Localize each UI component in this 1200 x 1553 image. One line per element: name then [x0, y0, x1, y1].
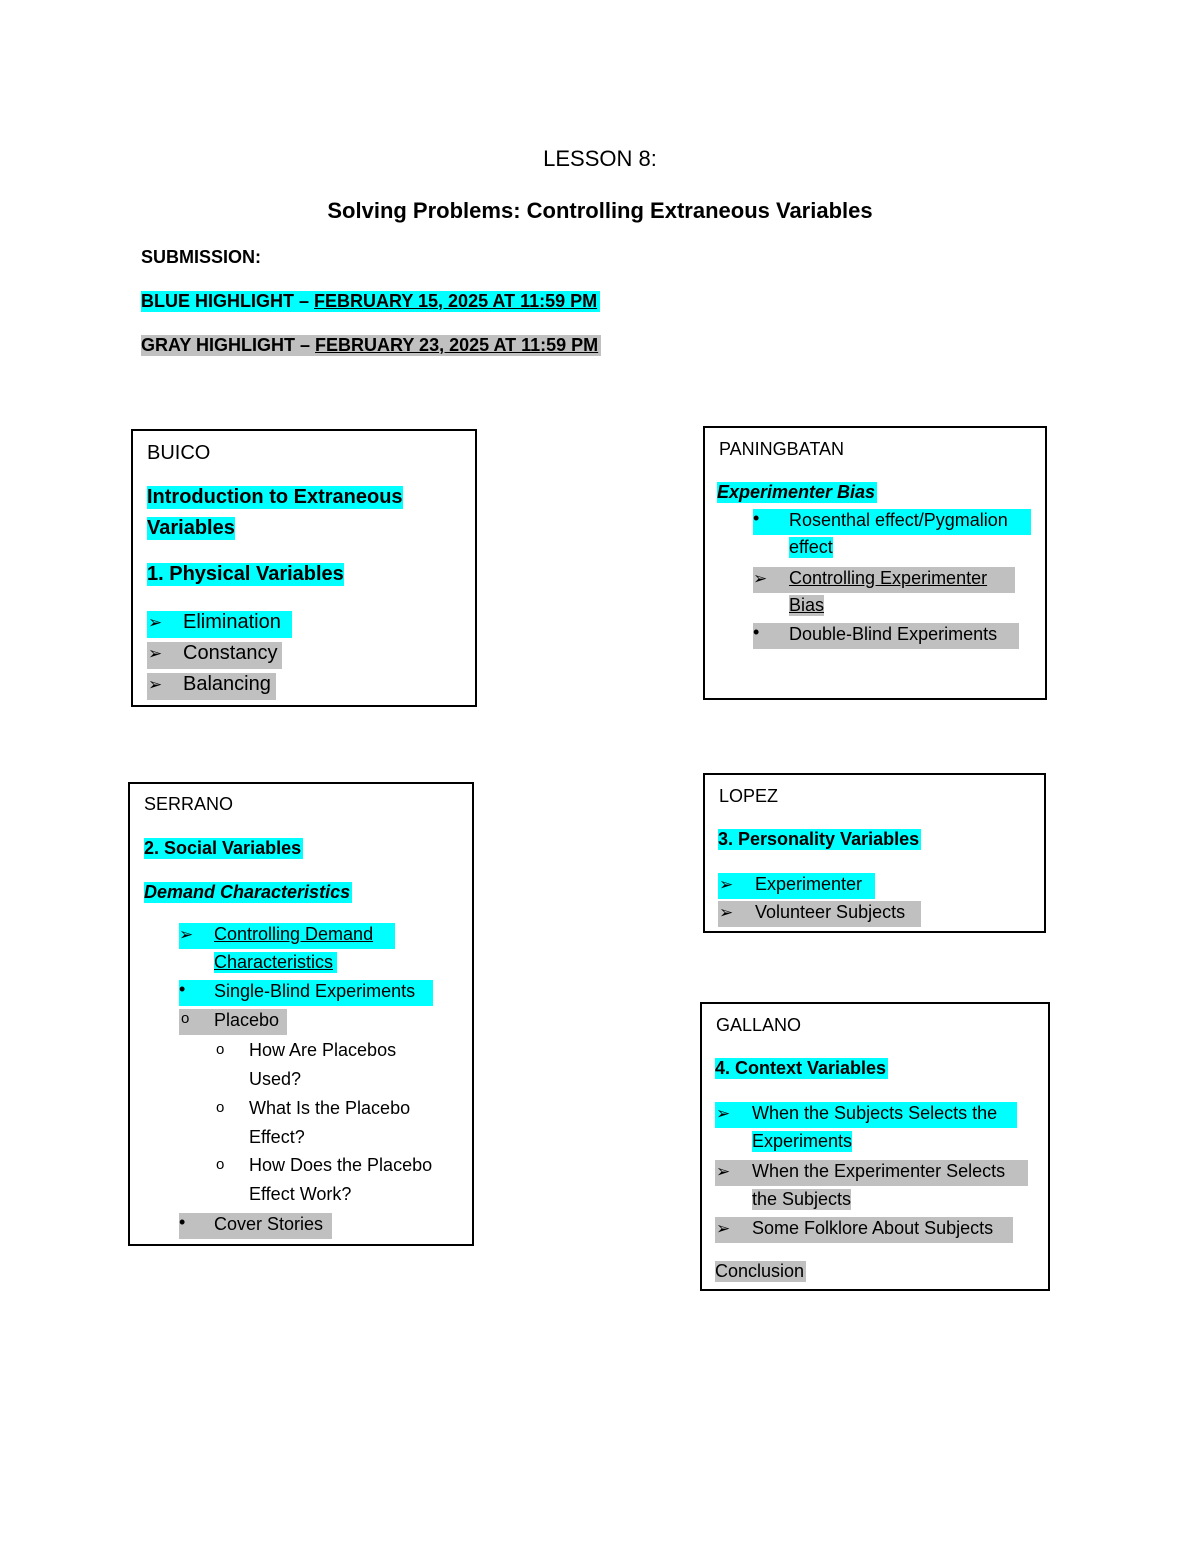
- sub-item-label: Effect Work?: [249, 1184, 352, 1204]
- circle-bullet-icon: o: [181, 1010, 190, 1027]
- arrow-bullet-icon: ➢: [719, 903, 734, 922]
- arrow-bullet-icon: ➢: [716, 1104, 731, 1123]
- circle-bullet-icon: o: [216, 1099, 225, 1116]
- list-item: [147, 611, 292, 638]
- list-item-label: Balancing: [183, 673, 271, 695]
- list-item: [715, 1160, 1028, 1186]
- gray-deadline-date: FEBRUARY 23, 2025 AT 11:59 PM: [315, 335, 599, 355]
- section-heading: Experimenter Bias: [717, 482, 876, 502]
- circle-bullet-icon: o: [216, 1156, 225, 1173]
- list-item: [147, 673, 276, 700]
- list-item: [753, 623, 1019, 649]
- arrow-bullet-icon: ➢: [179, 925, 194, 944]
- list-item-label: Single-Blind Experiments: [214, 981, 416, 1001]
- list-item-label: the Subjects: [752, 1189, 852, 1209]
- list-item-label: Constancy: [183, 642, 278, 664]
- list-item-label: effect: [789, 537, 833, 557]
- gray-highlight-deadline: [141, 335, 601, 356]
- arrow-bullet-icon: ➢: [719, 875, 734, 894]
- list-item: [753, 509, 1031, 535]
- list-item-label: Characteristics: [214, 952, 337, 973]
- bullet-icon: •: [179, 979, 186, 999]
- topic-intro-line2: Variables: [147, 517, 235, 539]
- blue-deadline-date: FEBRUARY 15, 2025 AT 11:59 PM: [314, 291, 598, 311]
- list-item-label: Experimenter: [755, 874, 863, 894]
- bullet-icon: •: [753, 622, 760, 642]
- list-item-label: Volunteer Subjects: [755, 902, 906, 922]
- list-item: [179, 1009, 287, 1035]
- submission-label: SUBMISSION:: [141, 247, 262, 267]
- conclusion-label: Conclusion: [715, 1261, 805, 1281]
- list-item: [718, 901, 921, 927]
- assignee-name: GALLANO: [716, 1015, 802, 1035]
- list-item-label: Rosenthal effect/Pygmalion: [789, 510, 1008, 530]
- arrow-bullet-icon: ➢: [716, 1162, 731, 1181]
- list-item-label: Experiments: [752, 1131, 853, 1151]
- section-heading: 1. Physical Variables: [147, 563, 344, 585]
- list-item-label: Double-Blind Experiments: [789, 624, 998, 644]
- list-item-label: Controlling Experimenter: [789, 568, 988, 588]
- list-item-label: Some Folklore About Subjects: [752, 1218, 994, 1238]
- lesson-number: LESSON 8:: [543, 146, 657, 171]
- arrow-bullet-icon: ➢: [148, 613, 163, 632]
- list-item: [179, 980, 433, 1006]
- sub-item-label: Effect?: [249, 1127, 305, 1147]
- bullet-icon: •: [753, 508, 760, 528]
- gallano-box: [700, 1002, 1050, 1291]
- arrow-bullet-icon: ➢: [716, 1219, 731, 1238]
- list-item: [753, 567, 1015, 593]
- sub-item-label: What Is the Placebo: [249, 1098, 411, 1118]
- serrano-box: [128, 782, 474, 1246]
- list-item: [147, 642, 282, 669]
- lopez-box: [703, 773, 1046, 933]
- assignee-name: SERRANO: [144, 794, 234, 814]
- section-heading: 3. Personality Variables: [718, 829, 920, 849]
- assignee-name: PANINGBATAN: [719, 439, 845, 459]
- page-title: Solving Problems: Controlling Extraneous Variables: [327, 198, 873, 223]
- list-item-label: Bias: [789, 595, 825, 615]
- list-item-label: Placebo: [214, 1010, 280, 1030]
- list-item-label: Elimination: [183, 611, 281, 633]
- blue-highlight-deadline: [141, 291, 600, 312]
- sub-item-label: How Are Placebos: [249, 1040, 397, 1060]
- topic-intro-line1: Introduction to Extraneous: [147, 486, 403, 508]
- list-item: [715, 1217, 1013, 1243]
- list-item-label: When the Subjects Selects the: [752, 1103, 998, 1123]
- circle-bullet-icon: o: [216, 1041, 225, 1058]
- list-item-label: When the Experimenter Selects: [752, 1161, 1006, 1181]
- paningbatan-box: [703, 426, 1047, 700]
- list-item: [179, 923, 395, 949]
- arrow-bullet-icon: ➢: [148, 644, 163, 663]
- bullet-icon: •: [179, 1212, 186, 1232]
- list-item: [718, 873, 875, 899]
- list-item-label: Controlling Demand: [214, 924, 374, 944]
- buico-box: [131, 429, 477, 707]
- section-heading: 4. Context Variables: [715, 1058, 887, 1078]
- sub-item-label: Used?: [249, 1069, 302, 1089]
- sub-item-label: How Does the Placebo: [249, 1155, 433, 1175]
- arrow-bullet-icon: ➢: [753, 569, 768, 588]
- list-item: [715, 1102, 1017, 1128]
- assignee-name: LOPEZ: [719, 786, 779, 806]
- list-item-label: Cover Stories: [214, 1214, 324, 1234]
- section-subheading: Demand Characteristics: [144, 882, 351, 902]
- gray-deadline-prefix: GRAY HIGHLIGHT –: [141, 335, 316, 355]
- blue-deadline-prefix: BLUE HIGHLIGHT –: [141, 291, 315, 311]
- arrow-bullet-icon: ➢: [148, 675, 163, 694]
- section-heading: 2. Social Variables: [144, 838, 302, 858]
- assignee-name: BUICO: [147, 442, 211, 464]
- list-item: [179, 1213, 332, 1239]
